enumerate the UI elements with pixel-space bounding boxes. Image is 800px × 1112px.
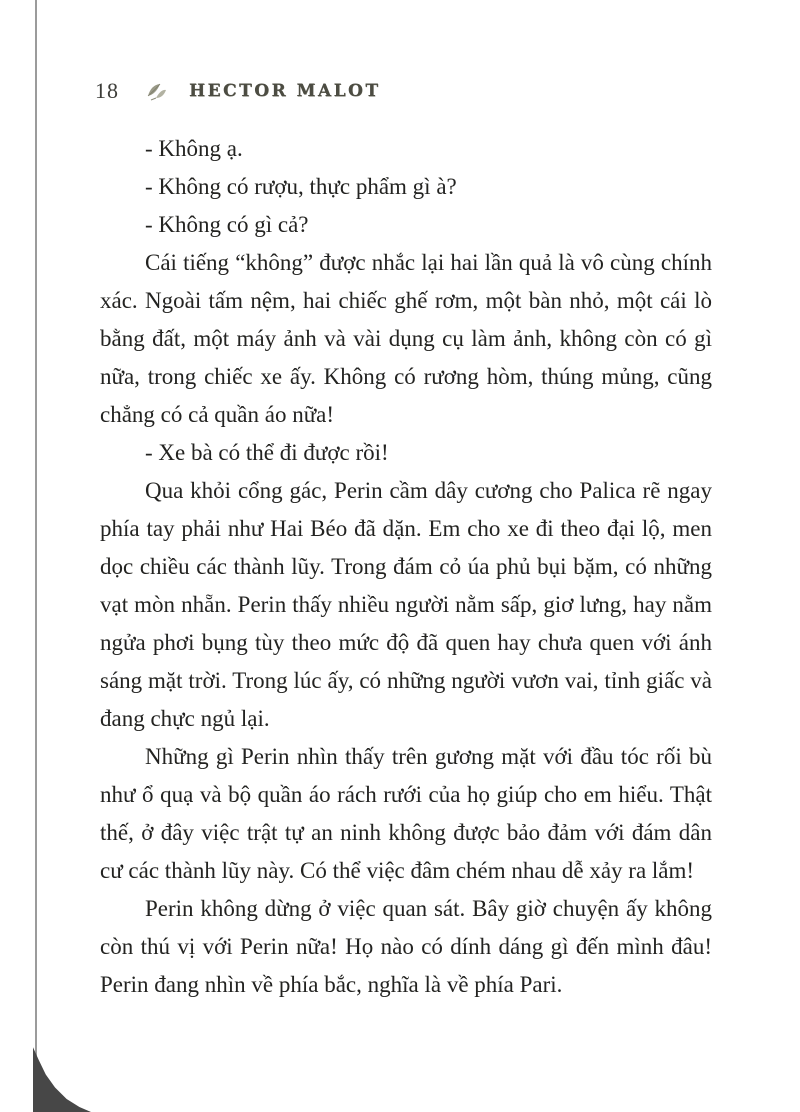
page-corner-shadow [33,1040,91,1112]
page-header [95,78,710,104]
page-number: 18 [95,78,119,103]
leaf-ornament-icon [145,81,169,101]
dialogue-line: - Không có gì cả? [145,212,309,237]
page-body [100,130,712,1004]
body-paragraph: Những gì Perin nhìn thấy trên gương mặt với đầu tóc rối bù như ổ quạ và bộ quần áo rách rưới của họ giúp cho em hiểu. Thật thế, ở đây việc trật tự an ninh không được bảo đảm với đám dân cư các thành lũy này. Có thể việc đâm chém nhau dễ xảy ra lắm! [100,744,712,883]
dialogue-line: - Không có rượu, thực phẩm gì à? [145,174,457,199]
body-paragraph: Perin không dừng ở việc quan sát. Bây giờ chuyện ấy không còn thú vị với Perin nữa! Họ nào có dính dáng gì đến mình đâu! Perin đang nhìn về phía bắc, nghĩa là về phía Pari. [100,896,712,997]
author-name: HECTOR MALOT [189,81,381,101]
body-paragraph: Cái tiếng “không” được nhắc lại hai lần quả là vô cùng chính xác. Ngoài tấm nệm, hai chiếc ghế rơm, một bàn nhỏ, một cái lò bằng đất, một máy ảnh và vài dụng cụ làm ảnh, không còn có gì nữa, trong chiếc xe ấy. Không có rương hòm, thúng mủng, cũng chẳng có cả quần áo nữa! [100,250,712,427]
dialogue-line: - Không ạ. [145,136,243,161]
page-edge-line [35,0,37,1112]
dialogue-line: - Xe bà có thể đi được rồi! [145,440,389,465]
body-paragraph: Qua khỏi cổng gác, Perin cầm dây cương cho Palica rẽ ngay phía tay phải như Hai Béo đã dặn. Em cho xe đi theo đại lộ, men dọc chiều các thành lũy. Trong đám cỏ úa phủ bụi bặm, có những vạt mòn nhẵn. Perin thấy nhiều người nằm sấp, giơ lưng, hay nằm ngửa phơi bụng tùy theo mức độ đã quen hay chưa quen với ánh sáng mặt trời. Trong lúc ấy, có những người vươn vai, tỉnh giấc và đang chực ngủ lại. [100,478,712,731]
